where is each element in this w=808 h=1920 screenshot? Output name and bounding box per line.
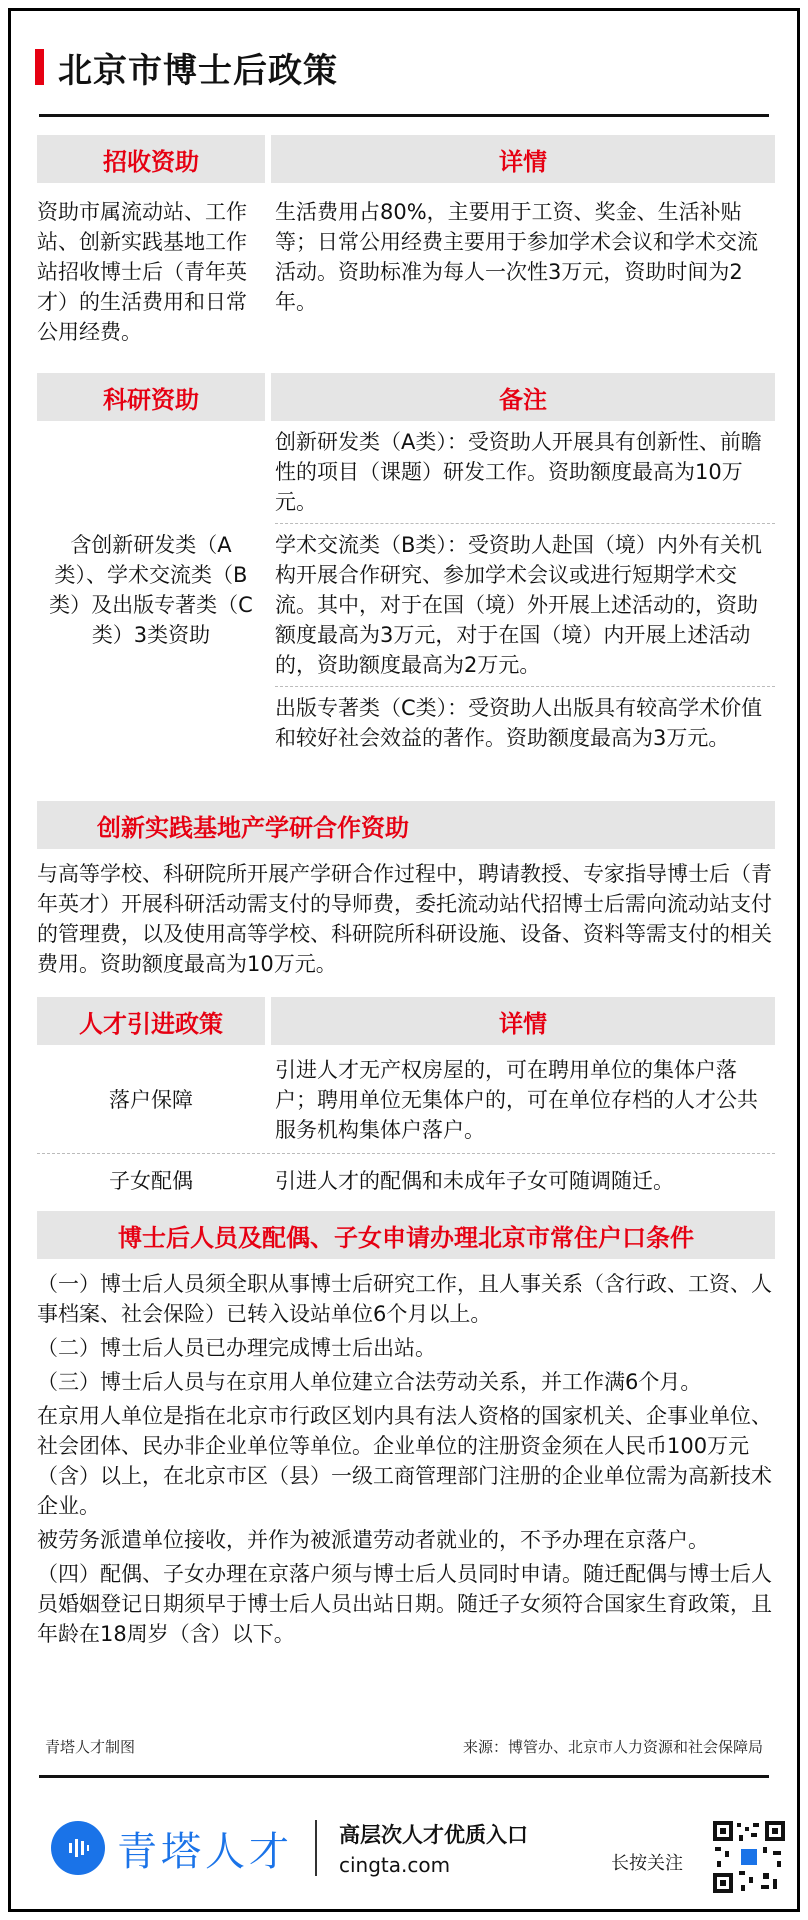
section-header [37,997,775,1045]
row-detail: 生活费用占80%，主要用于工资、奖金、生活补贴等；日常公用经费主要用于参加学术会议和学术交流活动。资助标准为每人一次性3万元，资助时间为2年。 [275,200,758,314]
header-col1: 科研资助 [37,373,265,421]
brand-block [51,1819,528,1877]
section-industry-cooperation [37,801,775,979]
condition-item: （二）博士后人员已办理完成博士后出站。 [37,1336,436,1360]
section-recruitment [37,135,775,347]
note-item: 出版专著类（C类）：受资助人出版具有较高学术价值和较好社会效益的著作。资助额度最高为3万元。 [275,696,763,750]
header-col2: 备注 [271,373,775,421]
section-text: 与高等学校、科研院所开展产学研合作过程中，聘请教授、专家指导博士后（青年英才）开展科研活动需支付的导师费，委托流动站代招博士后需向流动站支付的管理费，以及使用高等学校、科研院所科研设施、设备、资料等需支付的相关费用。资助额度最高为10万元。 [37,862,772,976]
section-header [37,135,775,183]
section-header [37,1211,775,1259]
header-col2: 详情 [271,997,775,1045]
section-talent-introduction [37,997,775,1196]
section-research-funding [37,373,775,753]
row-detail: 引进人才的配偶和未成年子女可随调随迁。 [275,1169,674,1193]
table-row [37,197,775,347]
policy-card [8,8,800,1912]
title-divider [39,114,769,117]
header-col1: 人才引进政策 [37,997,265,1045]
note-item: 创新研发类（A类）：受资助人开展具有创新性、前瞻性的项目（课题）研发工作。资助额度最高为10万元。 [275,427,775,524]
brand-tagline: 高层次人才优质入口 [339,1823,528,1847]
row-label: 落户保障 [109,1088,193,1112]
footer-meta [45,1736,763,1757]
table-row [37,1055,775,1154]
header-col2: 详情 [271,135,775,183]
row-label: 含创新研发类（A类）、学术交流类（B类）及出版专著类（C类）3类资助 [49,533,253,647]
section-header [37,801,775,849]
brand-info [339,1819,528,1877]
section-residence-conditions [37,1211,775,1649]
source-text: 来源：博管办、北京市人力资源和社会保障局 [462,1738,763,1756]
condition-item: （三）博士后人员与在京用人单位建立合法劳动关系，并工作满6个月。 [37,1370,702,1394]
table-row [37,427,775,753]
condition-item: 在京用人单位是指在北京市行政区划内具有法人资格的国家机关、企事业单位、社会团体、民办非企业单位等单位。企业单位的注册资金须在人民币100万元（含）以上，在北京市区（县）一级工商管理部门注册的企业单位需为高新技术企业。 [37,1404,772,1518]
credit-text: 青塔人才制图 [45,1738,136,1756]
row-detail: 引进人才无产权房屋的，可在聘用单位的集体户落户；聘用单位无集体户的，可在单位存档的人才公共服务机构集体户落户。 [275,1058,758,1142]
conditions-list [37,1269,775,1649]
brand-name: 青塔人才 [117,1828,293,1875]
header-full: 创新实践基地产学研合作资助 [37,801,775,849]
brand-url[interactable]: cingta.com [339,1853,451,1877]
brand-divider [315,1820,317,1876]
section-header [37,373,775,421]
title-bar [35,41,338,93]
table-row [37,1166,775,1196]
qr-code-icon[interactable] [711,1819,787,1895]
follow-text: 长按关注 [611,1853,683,1874]
condition-item: （一）博士后人员须全职从事博士后研究工作，且人事关系（含行政、工资、人事档案、社会保险）已转入设站单位6个月以上。 [37,1272,772,1326]
note-item: 学术交流类（B类）：受资助人赴国（境）内外有关机构开展合作研究、参加学术会议或进行短期学术交流。其中，对于在国（境）外开展上述活动的，资助额度最高为3万元，对于在国（境）内开展上述活动的，资助额度最高为2万元。 [275,524,775,687]
row-label: 子女配偶 [109,1169,193,1193]
brand-logo-icon [51,1821,105,1875]
footer-divider [39,1775,769,1778]
condition-item: 被劳务派遣单位接收，并作为被派遣劳动者就业的，不予办理在京落户。 [37,1528,709,1552]
header-full: 博士后人员及配偶、子女申请办理北京市常住户口条件 [37,1211,775,1259]
condition-item: （四）配偶、子女办理在京落户须与博士后人员同时申请。随迁配偶与博士后人员婚姻登记日期须早于博士后人员出站日期。随迁子女须符合国家生育政策，且年龄在18周岁（含）以下。 [37,1562,772,1646]
page-title: 北京市博士后政策 [58,50,338,91]
title-accent-bar [35,49,44,85]
row-label: 资助市属流动站、工作站、创新实践基地工作站招收博士后（青年英才）的生活费用和日常公用经费。 [37,200,247,344]
row-detail [275,427,775,753]
header-col1: 招收资助 [37,135,265,183]
